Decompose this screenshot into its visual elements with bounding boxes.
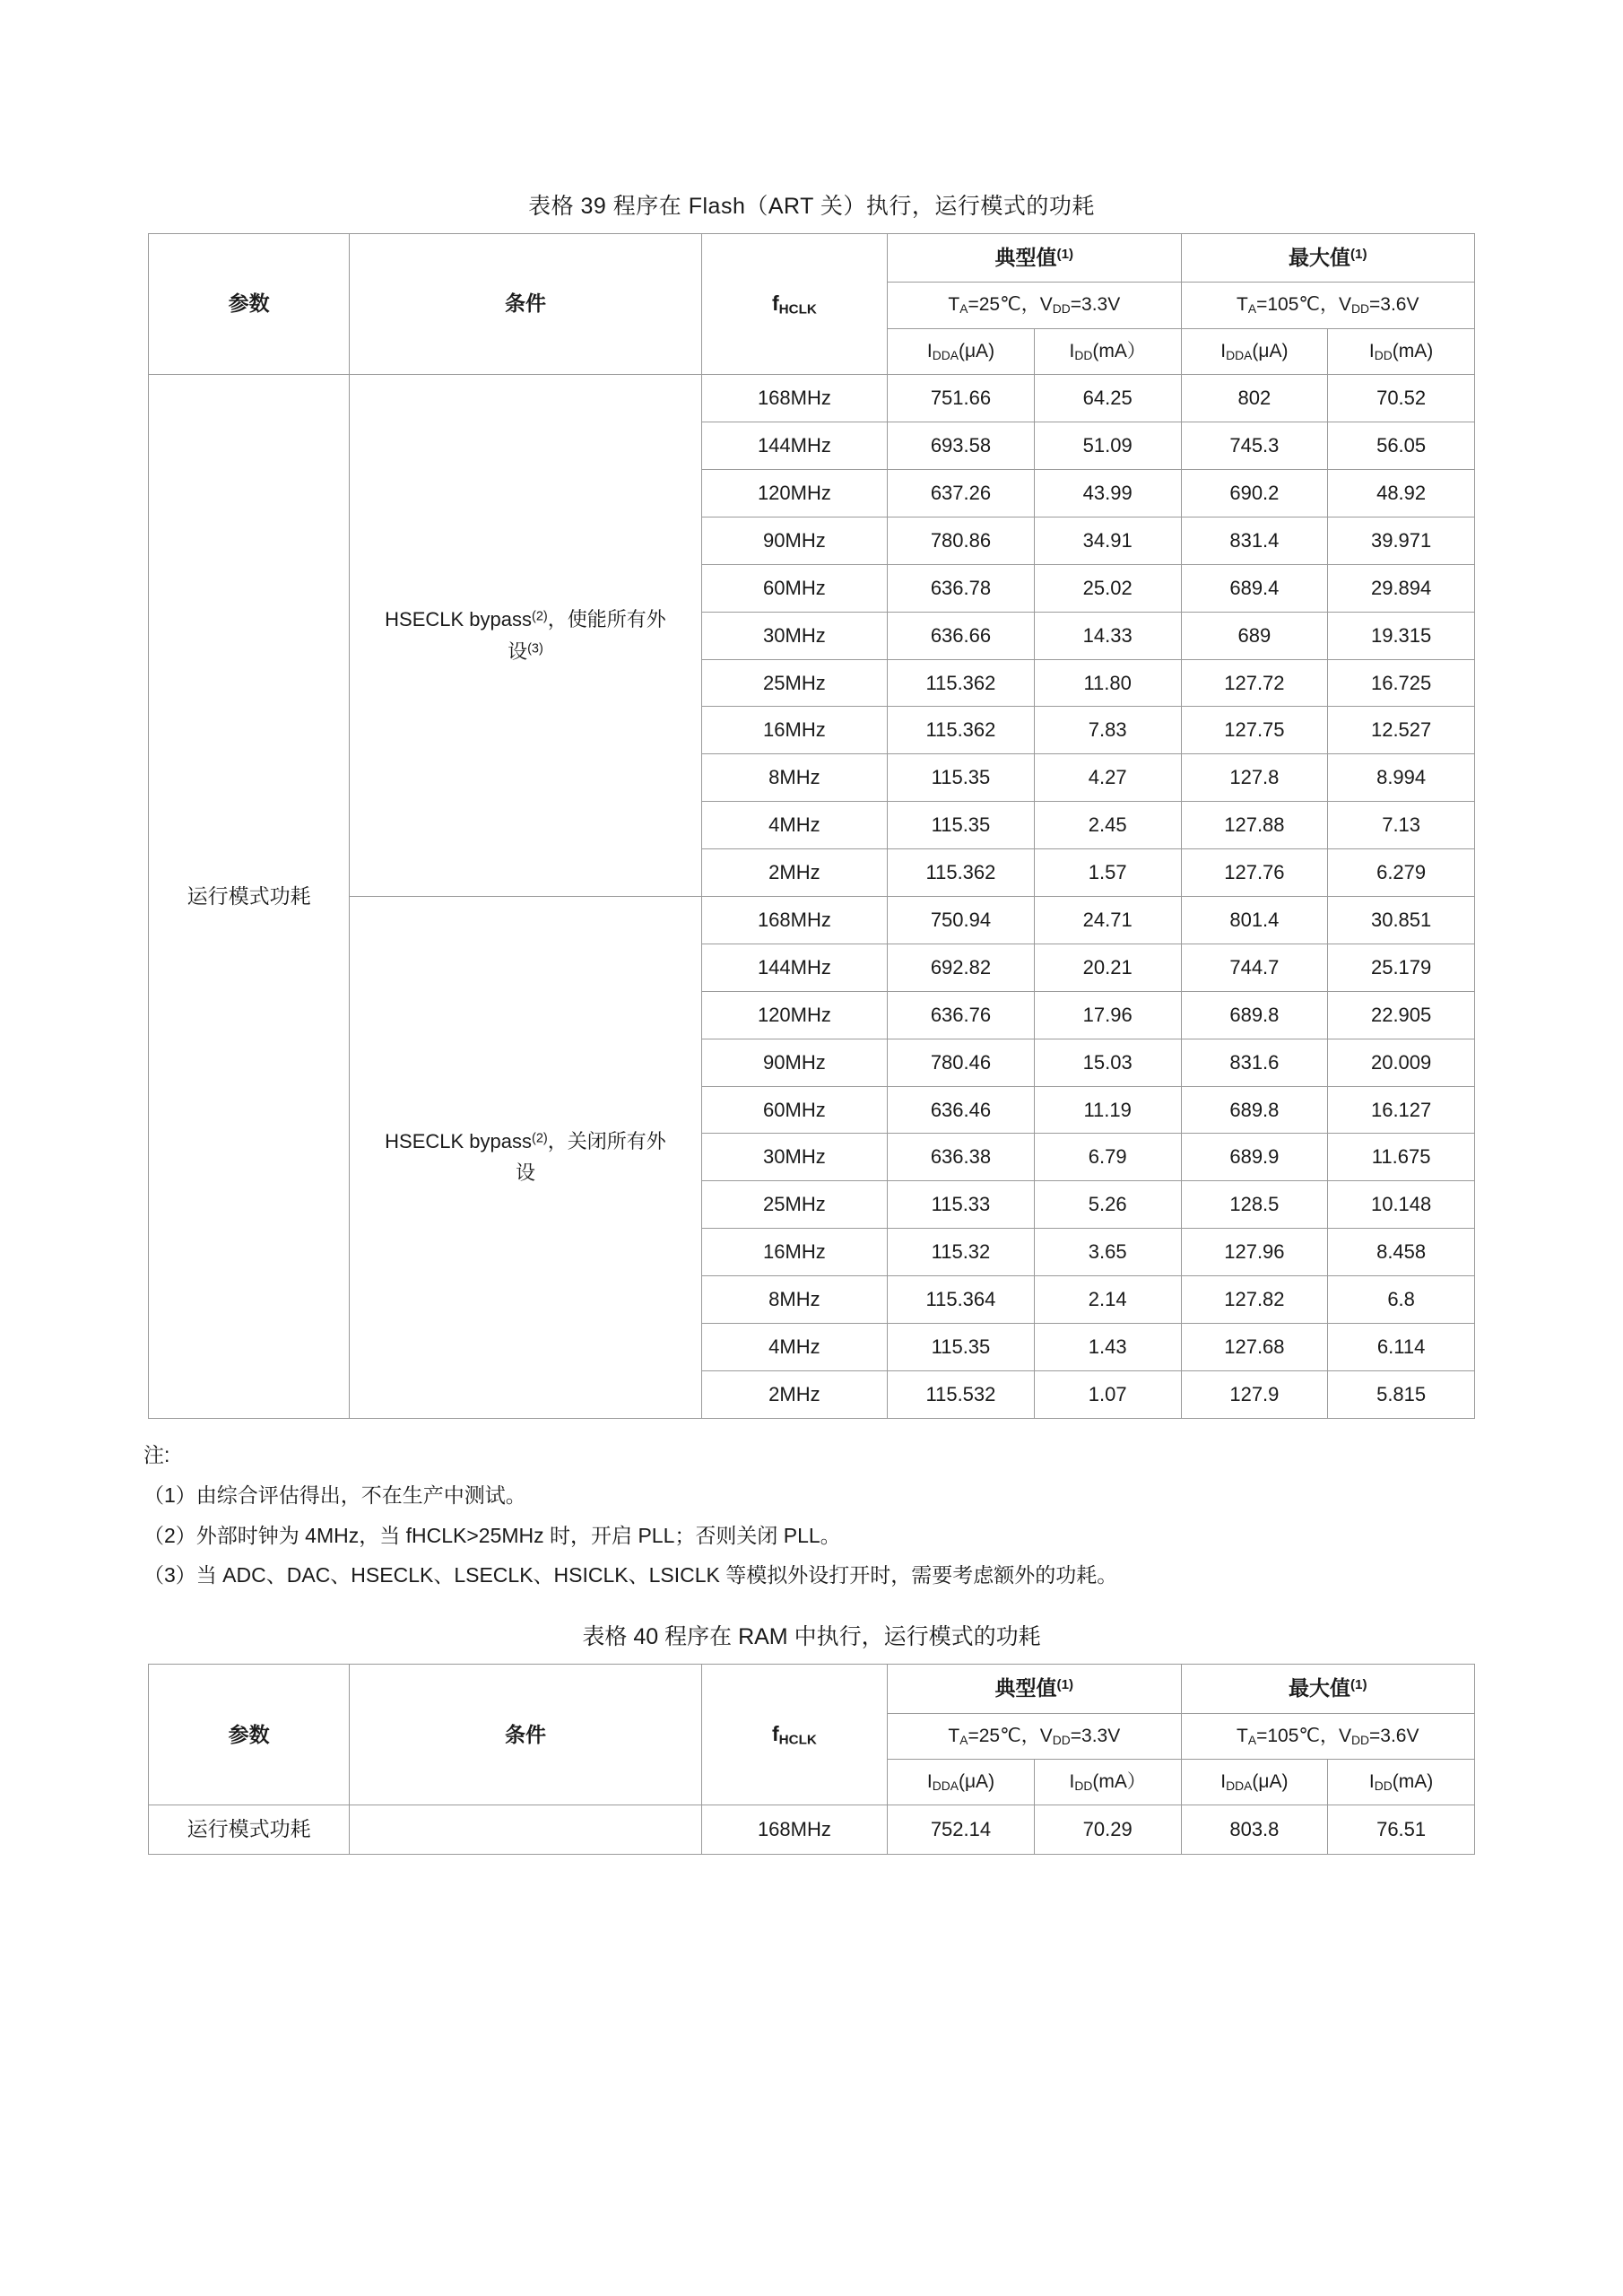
table39-header-max-conditions — [1181, 283, 1474, 328]
table40-header-fhclk — [701, 1665, 887, 1805]
ta-label-max: T — [1237, 294, 1248, 316]
table40-header-typical-conditions — [888, 1713, 1181, 1759]
cell-typ-idda: 115.33 — [888, 1181, 1035, 1229]
cell-fhclk: 30MHz — [701, 612, 887, 659]
cell-fhclk: 168MHz — [701, 897, 887, 944]
table-row — [149, 375, 1475, 422]
cell-fhclk: 25MHz — [701, 659, 887, 707]
table39-param-value: 运行模式功耗 — [149, 375, 350, 1419]
cell-typ-idda: 115.362 — [888, 849, 1035, 897]
fhclk-sub: HCLK — [778, 301, 817, 317]
cell-max-idda: 127.75 — [1181, 707, 1328, 754]
cell-typ-idda: 693.58 — [888, 422, 1035, 470]
cell-fhclk: 60MHz — [701, 564, 887, 612]
cell-max-idd: 48.92 — [1328, 470, 1475, 517]
cell-max-idda: 803.8 — [1181, 1805, 1328, 1854]
cell-max-idda: 831.6 — [1181, 1039, 1328, 1086]
max-note: (1) — [1350, 247, 1367, 263]
cell-max-idda: 689.9 — [1181, 1134, 1328, 1181]
vdd-label: V — [1039, 294, 1053, 316]
cell-max-idda: 801.4 — [1181, 897, 1328, 944]
cell-fhclk: 168MHz — [701, 1805, 887, 1854]
cell-typ-idda: 780.46 — [888, 1039, 1035, 1086]
cell-fhclk: 16MHz — [701, 1229, 887, 1276]
idda-sub-4: DDA — [1226, 1779, 1253, 1794]
cond2-note: (2) — [532, 1131, 548, 1146]
cell-typ-idd: 4.27 — [1034, 754, 1181, 802]
cell-typ-idda: 636.78 — [888, 564, 1035, 612]
max-note-2: (1) — [1350, 1677, 1367, 1693]
idda-sub-3: DDA — [932, 1779, 959, 1794]
idda-label-4: I — [1220, 1770, 1227, 1792]
cell-typ-idda: 692.82 — [888, 944, 1035, 991]
cell-typ-idda: 115.364 — [888, 1276, 1035, 1324]
cell-max-idd: 20.009 — [1328, 1039, 1475, 1086]
idd-sub-3: DD — [1074, 1779, 1093, 1794]
vdd-label-t40m: V — [1338, 1725, 1351, 1746]
cell-fhclk: 2MHz — [701, 1370, 887, 1418]
cell-fhclk: 4MHz — [701, 1324, 887, 1371]
cell-max-idd: 8.994 — [1328, 754, 1475, 802]
ta-value-max: =105℃， — [1256, 294, 1339, 316]
fhclk-label: f — [771, 291, 779, 315]
idd-unit-2: (mA) — [1392, 340, 1434, 361]
cell-max-idd: 12.527 — [1328, 707, 1475, 754]
cell-typ-idd: 3.65 — [1034, 1229, 1181, 1276]
cell-typ-idda: 115.532 — [888, 1370, 1035, 1418]
cell-typ-idd: 25.02 — [1034, 564, 1181, 612]
cell-typ-idda: 115.35 — [888, 754, 1035, 802]
idd-unit-1: (mA） — [1092, 340, 1146, 361]
cell-max-idda: 127.96 — [1181, 1229, 1328, 1276]
table39-header-typical — [888, 234, 1181, 283]
cell-max-idd: 30.851 — [1328, 897, 1475, 944]
cell-fhclk: 144MHz — [701, 422, 887, 470]
idd-label-2: I — [1368, 340, 1375, 361]
cell-typ-idd: 11.80 — [1034, 659, 1181, 707]
table39-header-param: 参数 — [149, 234, 350, 375]
cond1-text-b: ，使能所有外 — [547, 608, 666, 631]
cell-max-idd: 10.148 — [1328, 1181, 1475, 1229]
table39-header-typ-idd — [1034, 328, 1181, 374]
cell-typ-idda: 115.32 — [888, 1229, 1035, 1276]
max-label-2: 最大值 — [1288, 1676, 1350, 1700]
notes-title: 注: — [143, 1442, 170, 1466]
cell-max-idda: 127.8 — [1181, 754, 1328, 802]
vdd-label-t40: V — [1039, 1725, 1053, 1746]
cell-typ-idd: 2.14 — [1034, 1276, 1181, 1324]
cell-max-idd: 22.905 — [1328, 991, 1475, 1039]
idda-label-1: I — [926, 340, 933, 361]
cell-typ-idd: 34.91 — [1034, 517, 1181, 564]
cell-max-idd: 29.894 — [1328, 564, 1475, 612]
cell-fhclk: 90MHz — [701, 517, 887, 564]
cell-typ-idd: 2.45 — [1034, 802, 1181, 849]
cell-typ-idd: 11.19 — [1034, 1086, 1181, 1134]
cell-max-idda: 831.4 — [1181, 517, 1328, 564]
cell-fhclk: 60MHz — [701, 1086, 887, 1134]
cell-max-idd: 6.8 — [1328, 1276, 1475, 1324]
cell-max-idd: 70.52 — [1328, 375, 1475, 422]
idd-unit-4: (mA) — [1392, 1770, 1434, 1792]
idda-unit-4: (μA) — [1252, 1770, 1289, 1792]
table40 — [148, 1664, 1475, 1855]
cell-max-idd: 39.971 — [1328, 517, 1475, 564]
ta-sub: A — [959, 301, 968, 317]
cell-typ-idda: 115.362 — [888, 707, 1035, 754]
table39-header-max-idd — [1328, 328, 1475, 374]
cell-typ-idd: 17.96 — [1034, 991, 1181, 1039]
cell-typ-idd: 51.09 — [1034, 422, 1181, 470]
cell-typ-idd: 64.25 — [1034, 375, 1181, 422]
ta-sub-max: A — [1247, 301, 1257, 317]
cell-max-idda: 802 — [1181, 375, 1328, 422]
cell-max-idd: 11.675 — [1328, 1134, 1475, 1181]
cell-typ-idd: 15.03 — [1034, 1039, 1181, 1086]
cell-max-idda: 689.8 — [1181, 1086, 1328, 1134]
idd-sub-2: DD — [1374, 347, 1393, 362]
cell-max-idd: 6.279 — [1328, 849, 1475, 897]
cell-fhclk: 2MHz — [701, 849, 887, 897]
vdd-sub-t40: DD — [1052, 1732, 1071, 1747]
table39-header-max-idda — [1181, 328, 1328, 374]
table40-header-max-idda — [1181, 1759, 1328, 1805]
fhclk-label-2: f — [771, 1722, 779, 1746]
cell-max-idda: 745.3 — [1181, 422, 1328, 470]
vdd-sub-max: DD — [1351, 301, 1370, 317]
idda-unit-2: (μA) — [1252, 340, 1289, 361]
cell-fhclk: 120MHz — [701, 470, 887, 517]
cell-fhclk: 16MHz — [701, 707, 887, 754]
note-item-3: （3）当 ADC、DAC、HSECLK、LSECLK、HSICLK、LSICLK 等模拟外设打开时，需要考虑额外的功耗。 — [143, 1563, 1118, 1587]
cell-typ-idda: 636.76 — [888, 991, 1035, 1039]
cell-max-idda: 127.82 — [1181, 1276, 1328, 1324]
ta-label-t40: T — [948, 1725, 960, 1746]
cell-max-idda: 128.5 — [1181, 1181, 1328, 1229]
typical-label: 典型值 — [994, 246, 1057, 269]
cell-max-idda: 127.9 — [1181, 1370, 1328, 1418]
vdd-value: =3.3V — [1070, 294, 1121, 316]
vdd-value-max: =3.6V — [1369, 294, 1419, 316]
table39-header-typical-conditions — [888, 283, 1181, 328]
cell-max-idd: 7.13 — [1328, 802, 1475, 849]
ta-sub-t40m: A — [1247, 1732, 1257, 1747]
table39-group2-condition — [350, 897, 701, 1419]
table39-group1-condition — [350, 375, 701, 897]
cell-max-idda: 689.4 — [1181, 564, 1328, 612]
idd-label-4: I — [1368, 1770, 1375, 1792]
vdd-label-max: V — [1338, 294, 1351, 316]
cell-typ-idd: 24.71 — [1034, 897, 1181, 944]
cell-typ-idd: 6.79 — [1034, 1134, 1181, 1181]
cell-max-idd: 16.725 — [1328, 659, 1475, 707]
cell-max-idd: 5.815 — [1328, 1370, 1475, 1418]
ta-label: T — [948, 294, 960, 316]
ta-value-t40m: =105℃， — [1256, 1725, 1339, 1746]
cell-max-idd: 76.51 — [1328, 1805, 1475, 1854]
cell-fhclk: 8MHz — [701, 1276, 887, 1324]
cell-fhclk: 8MHz — [701, 754, 887, 802]
idd-sub-1: DD — [1074, 347, 1093, 362]
cell-max-idd: 25.179 — [1328, 944, 1475, 991]
ta-value-t40: =25℃， — [968, 1725, 1040, 1746]
cell-fhclk: 90MHz — [701, 1039, 887, 1086]
cond2-text-b: ，关闭所有外 — [547, 1130, 666, 1153]
notes-block — [143, 1435, 1480, 1596]
cell-max-idda: 690.2 — [1181, 470, 1328, 517]
table40-condition-value — [350, 1805, 701, 1854]
table40-caption: 表格 40 程序在 RAM 中执行，运行模式的功耗 — [582, 1624, 1041, 1650]
table39-header-row-1 — [149, 234, 1475, 283]
table40-param-value: 运行模式功耗 — [149, 1805, 350, 1854]
cell-typ-idd: 7.83 — [1034, 707, 1181, 754]
cell-fhclk: 30MHz — [701, 1134, 887, 1181]
table40-header-condition: 条件 — [350, 1665, 701, 1805]
cell-fhclk: 25MHz — [701, 1181, 887, 1229]
typical-note: (1) — [1056, 247, 1074, 263]
cell-max-idd: 56.05 — [1328, 422, 1475, 470]
cell-fhclk: 168MHz — [701, 375, 887, 422]
note-item-1: （1）由综合评估得出，不在生产中测试。 — [143, 1483, 526, 1507]
cell-max-idda: 127.72 — [1181, 659, 1328, 707]
table40-header-max-conditions — [1181, 1713, 1474, 1759]
max-label: 最大值 — [1288, 246, 1350, 269]
idd-label-1: I — [1069, 340, 1075, 361]
cell-typ-idda: 637.26 — [888, 470, 1035, 517]
table40-header-typ-idda — [888, 1759, 1035, 1805]
cell-max-idda: 744.7 — [1181, 944, 1328, 991]
cell-fhclk: 144MHz — [701, 944, 887, 991]
table39-header-fhclk — [701, 234, 887, 375]
cell-fhclk: 120MHz — [701, 991, 887, 1039]
cell-typ-idda: 780.86 — [888, 517, 1035, 564]
cell-max-idd: 6.114 — [1328, 1324, 1475, 1371]
cond1-text: HSECLK bypass — [385, 608, 533, 631]
idda-unit-1: (μA) — [958, 340, 995, 361]
note-item-2: （2）外部时钟为 4MHz，当 fHCLK>25MHz 时，开启 PLL；否则关闭 PLL。 — [143, 1523, 841, 1547]
cell-typ-idd: 1.43 — [1034, 1324, 1181, 1371]
idd-unit-3: (mA） — [1092, 1770, 1146, 1792]
idda-label-2: I — [1220, 340, 1227, 361]
idda-sub-2: DDA — [1226, 347, 1253, 362]
cell-typ-idd: 5.26 — [1034, 1181, 1181, 1229]
vdd-sub-t40m: DD — [1351, 1732, 1370, 1747]
idda-label-3: I — [926, 1770, 933, 1792]
idd-sub-4: DD — [1374, 1779, 1393, 1794]
table40-header-typ-idd — [1034, 1759, 1181, 1805]
cell-typ-idd: 1.57 — [1034, 849, 1181, 897]
table40-header-param: 参数 — [149, 1665, 350, 1805]
table39-header-condition: 条件 — [350, 234, 701, 375]
cell-max-idda: 127.88 — [1181, 802, 1328, 849]
vdd-value-t40: =3.3V — [1070, 1725, 1121, 1746]
table40-header-max — [1181, 1665, 1474, 1713]
table39-header-max — [1181, 234, 1474, 283]
cond1-line2: 设 — [508, 639, 528, 663]
cell-max-idda: 689.8 — [1181, 991, 1328, 1039]
table40-header-row-1 — [149, 1665, 1475, 1713]
table40-header-typical — [888, 1665, 1181, 1713]
cell-typ-idd: 70.29 — [1034, 1805, 1181, 1854]
idda-sub-1: DDA — [932, 347, 959, 362]
cell-typ-idda: 636.46 — [888, 1086, 1035, 1134]
fhclk-sub-2: HCLK — [778, 1732, 817, 1748]
ta-value: =25℃， — [968, 294, 1040, 316]
cond2-text: HSECLK bypass — [385, 1130, 533, 1153]
ta-sub-t40: A — [959, 1732, 968, 1747]
ta-label-t40m: T — [1237, 1725, 1248, 1746]
idda-unit-3: (μA) — [958, 1770, 995, 1792]
cell-typ-idd: 20.21 — [1034, 944, 1181, 991]
vdd-sub: DD — [1052, 301, 1071, 317]
cond1-note2: (3) — [527, 641, 543, 657]
cell-max-idda: 689 — [1181, 612, 1328, 659]
table39-caption: 表格 39 程序在 Flash（ART 关）执行，运行模式的功耗 — [528, 194, 1095, 219]
table40-header-max-idd — [1328, 1759, 1475, 1805]
cell-typ-idd: 43.99 — [1034, 470, 1181, 517]
cell-max-idda: 127.68 — [1181, 1324, 1328, 1371]
cell-max-idd: 16.127 — [1328, 1086, 1475, 1134]
idd-label-3: I — [1069, 1770, 1075, 1792]
cell-max-idda: 127.76 — [1181, 849, 1328, 897]
cell-typ-idda: 750.94 — [888, 897, 1035, 944]
cell-typ-idda: 636.38 — [888, 1134, 1035, 1181]
cell-typ-idda: 751.66 — [888, 375, 1035, 422]
table39 — [148, 233, 1475, 1419]
cell-typ-idd: 1.07 — [1034, 1370, 1181, 1418]
cell-typ-idda: 752.14 — [888, 1805, 1035, 1854]
cell-typ-idda: 115.362 — [888, 659, 1035, 707]
cell-typ-idda: 115.35 — [888, 802, 1035, 849]
table-row — [149, 1805, 1475, 1854]
cond2-line2: 设 — [515, 1161, 535, 1185]
typical-label-2: 典型值 — [994, 1676, 1057, 1700]
table39-header-typ-idda — [888, 328, 1035, 374]
cell-typ-idda: 636.66 — [888, 612, 1035, 659]
cell-max-idd: 19.315 — [1328, 612, 1475, 659]
typical-note-2: (1) — [1056, 1677, 1074, 1693]
vdd-value-t40m: =3.6V — [1369, 1725, 1419, 1746]
cell-typ-idd: 14.33 — [1034, 612, 1181, 659]
cell-max-idd: 8.458 — [1328, 1229, 1475, 1276]
cell-fhclk: 4MHz — [701, 802, 887, 849]
cond1-note: (2) — [532, 609, 548, 624]
cell-typ-idda: 115.35 — [888, 1324, 1035, 1371]
